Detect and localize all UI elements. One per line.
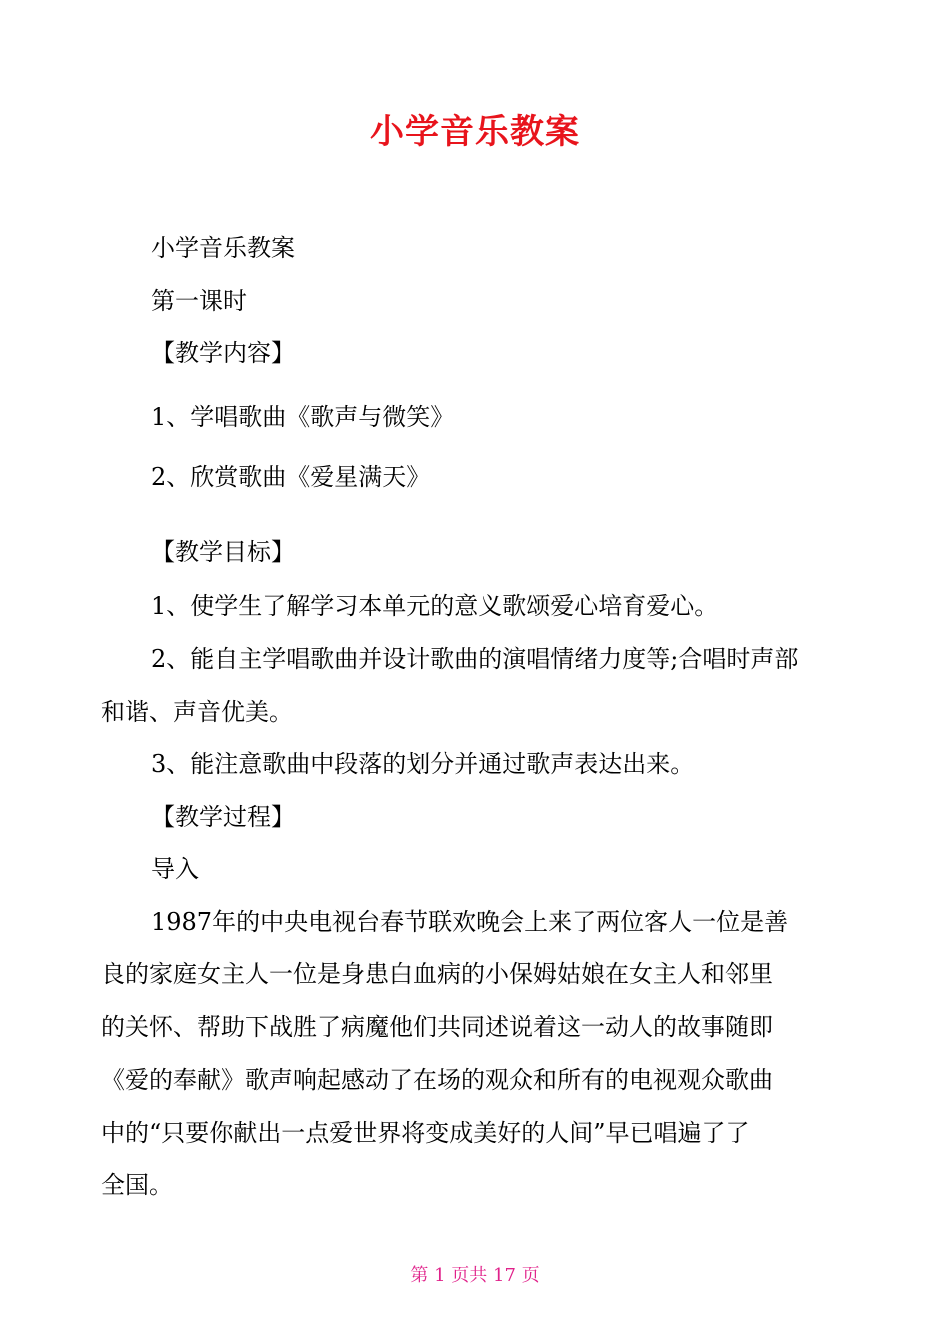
body-line: 1987年的中央电视台春节联欢晚会上来了两位客人一位是善: [151, 908, 789, 936]
body-line: 小学音乐教案: [151, 234, 295, 262]
body-line: 3、能注意歌曲中段落的划分并通过歌声表达出来。: [151, 750, 695, 778]
body-line: 全国。: [101, 1171, 173, 1199]
body-line: 1、使学生了解学习本单元的意义歌颂爱心培育爱心。: [151, 592, 719, 620]
body-line: 《爱的奉献》歌声响起感动了在场的观众和所有的电视观众歌曲: [101, 1066, 773, 1094]
section-heading: 【教学过程】: [151, 803, 295, 831]
body-line: 的关怀、帮助下战胜了病魔他们共同述说着这一动人的故事随即: [101, 1013, 773, 1041]
body-line: 良的家庭女主人一位是身患白血病的小保姆姑娘在女主人和邻里: [101, 960, 773, 988]
body-line: 2、欣赏歌曲《爱星满天》: [151, 463, 431, 491]
body-line: 第一课时: [151, 287, 247, 315]
body-line: 2、能自主学唱歌曲并设计歌曲的演唱情绪力度等;合唱时声部: [151, 645, 799, 673]
page-number-footer: 第 1 页共 17 页: [410, 1265, 540, 1286]
body-line: 1、学唱歌曲《歌声与微笑》: [151, 403, 455, 431]
document-title: 小学音乐教案: [370, 112, 580, 152]
section-heading: 【教学目标】: [151, 538, 295, 566]
body-line: 和谐、声音优美。: [101, 698, 293, 726]
body-line: 中的“只要你献出一点爱世界将变成美好的人间”早已唱遍了了: [101, 1119, 750, 1147]
section-heading: 【教学内容】: [151, 339, 295, 367]
body-line: 导入: [151, 855, 199, 883]
